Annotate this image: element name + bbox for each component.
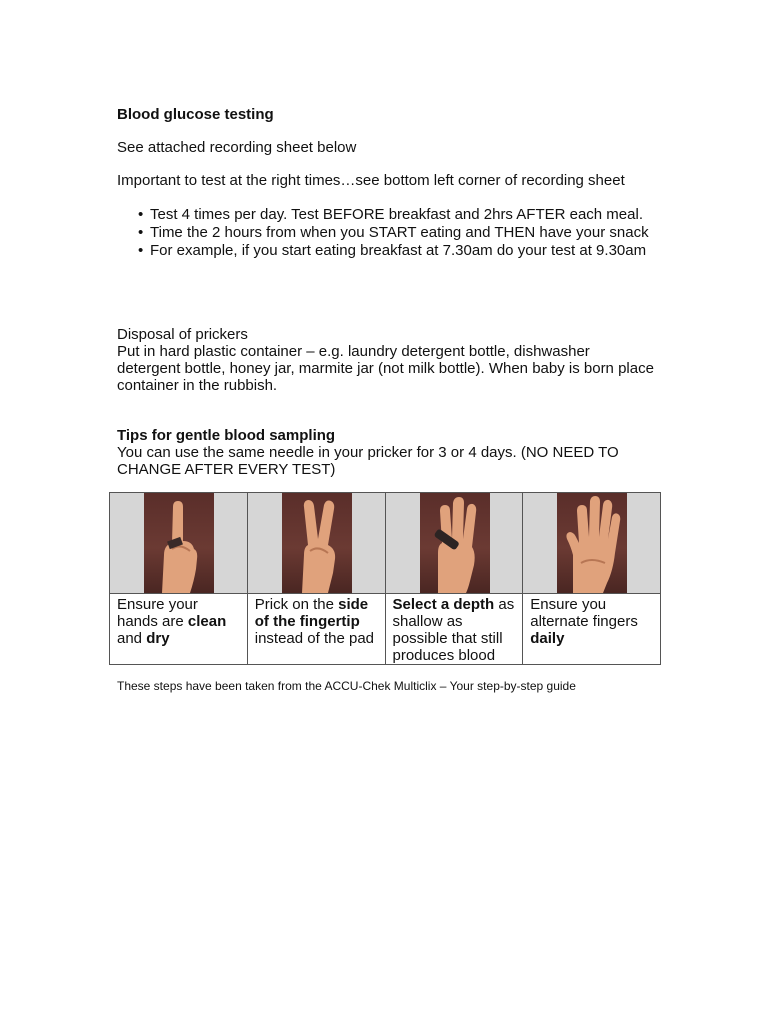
sampling-steps-table: [109, 492, 661, 665]
step-caption-alternate-fingers: Ensure you alternate fingers daily: [523, 594, 661, 665]
step-image-cell: [385, 493, 523, 594]
table-row: [110, 493, 661, 594]
testing-instructions-list: [117, 206, 657, 260]
step-image-cell: [247, 493, 385, 594]
step-caption-select-depth: Select a depth as shallow as possible that still produces blood: [385, 594, 523, 665]
tips-body: You can use the same needle in your pricker for 3 or 4 days. (NO NEED TO CHANGE AFTER EVERY TEST): [117, 444, 619, 478]
hand-two-fingers-icon: [282, 493, 352, 593]
tips-heading: Tips for gentle blood sampling: [117, 427, 336, 444]
step-image-cell: [110, 493, 248, 594]
disposal-heading: Disposal of prickers: [117, 326, 248, 343]
hand-four-fingers-icon: [557, 493, 627, 593]
attached-sheet-note: See attached recording sheet below: [117, 139, 357, 156]
tips-section: [117, 427, 657, 478]
testing-times-note: Important to test at the right times…see bottom left corner of recording sheet: [117, 172, 625, 189]
list-item: • For example, if you start eating breakfast at 7.30am do your test at 9.30am: [117, 242, 657, 259]
document-title: Blood glucose testing: [117, 106, 274, 123]
source-footnote: These steps have been taken from the ACCU-Chek Multiclix – Your step-by-step guide: [117, 679, 576, 693]
table-row: [110, 594, 661, 665]
disposal-section: [117, 326, 657, 394]
step-caption-clean-dry: Ensure your hands are clean and dry: [110, 594, 248, 665]
disposal-body: Put in hard plastic container – e.g. laundry detergent bottle, dishwasher detergent bottle, honey jar, marmite jar (not milk bottle). When baby is born place container in the rubbish.: [117, 343, 654, 394]
list-item: • Time the 2 hours from when you START eating and THEN have your snack: [117, 224, 657, 241]
step-caption-side-fingertip: Prick on the side of the fingertip instead of the pad: [247, 594, 385, 665]
list-item: • Test 4 times per day. Test BEFORE breakfast and 2hrs AFTER each meal.: [117, 206, 657, 223]
hand-one-finger-icon: [144, 493, 214, 593]
hand-three-fingers-pricker-icon: [420, 493, 490, 593]
step-image-cell: [523, 493, 661, 594]
